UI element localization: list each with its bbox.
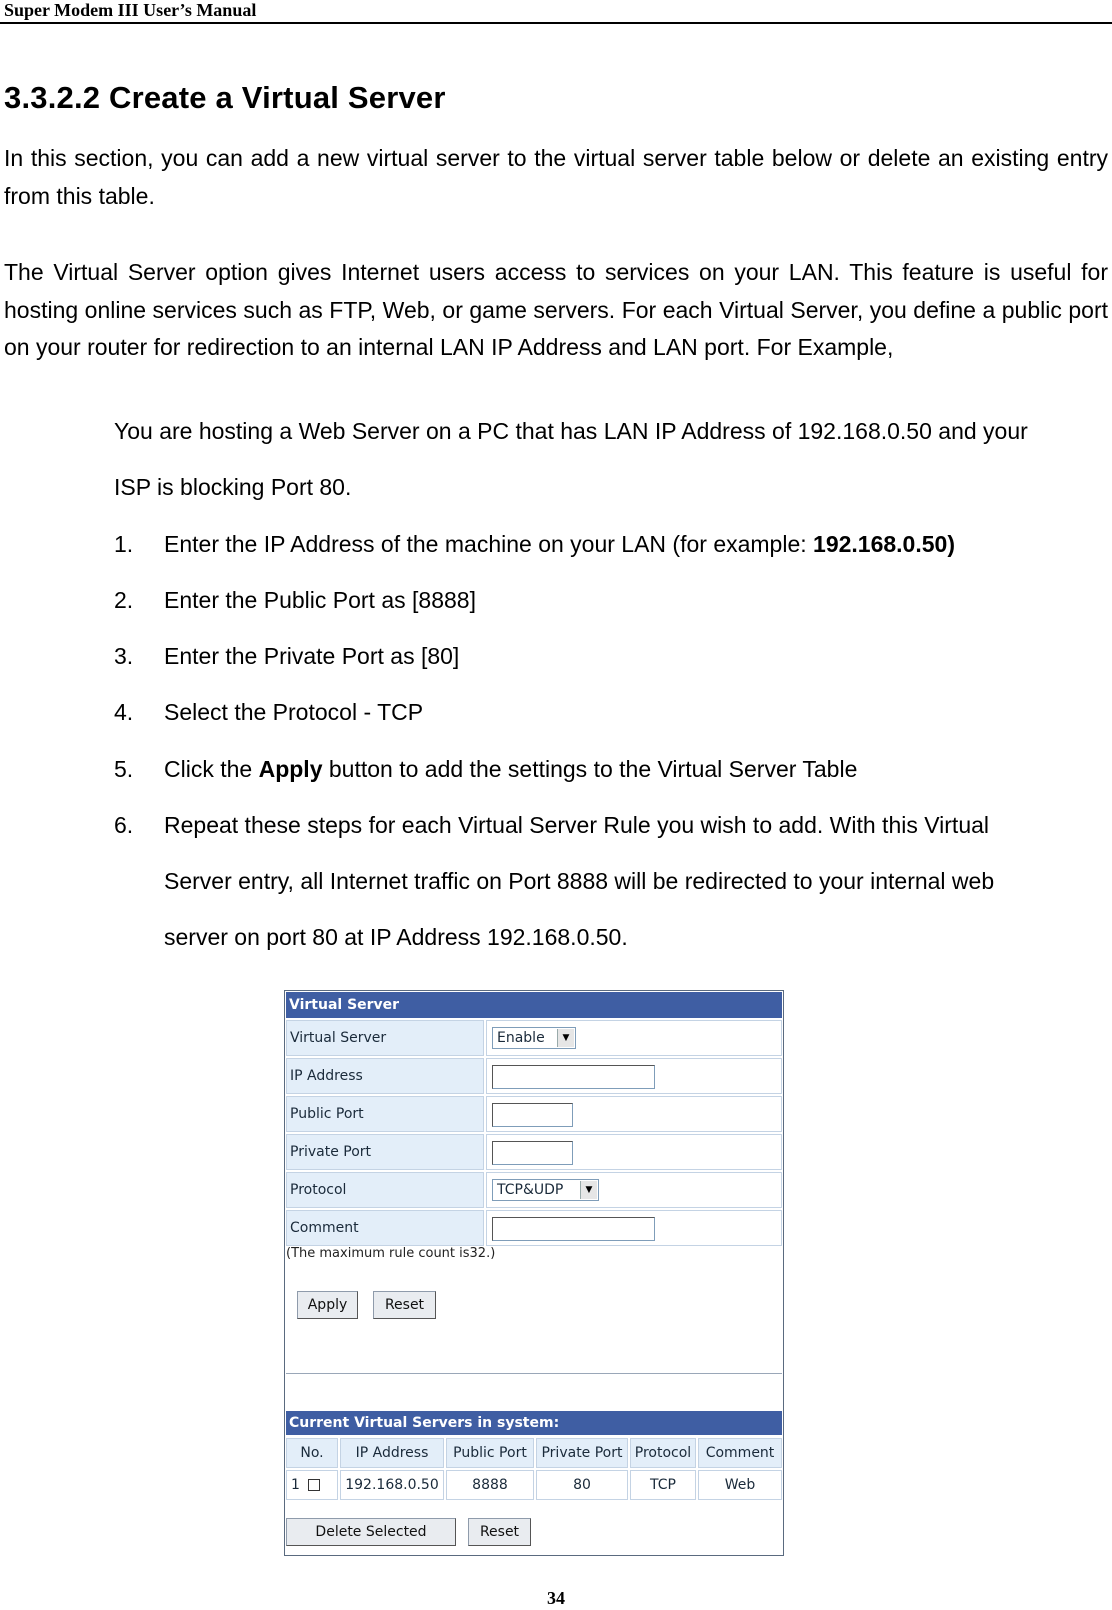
step-number: 3.	[114, 643, 134, 669]
column-header-no: No.	[286, 1438, 338, 1468]
row-label: Comment	[286, 1210, 484, 1246]
step-text: Enter the IP Address of the machine on your LAN (for example:	[164, 531, 814, 557]
private-port-input[interactable]	[492, 1141, 573, 1165]
virtual-server-select[interactable]	[492, 1027, 576, 1049]
row-virtual-server	[286, 1020, 782, 1056]
row-select-checkbox[interactable]	[308, 1479, 320, 1491]
step-text: Repeat these steps for each Virtual Server Rule you wish to add. With this Virtual	[164, 812, 990, 838]
step-number: 2.	[114, 587, 134, 613]
delete-selected-button[interactable]: Delete Selected	[286, 1518, 456, 1546]
row-label: Private Port	[286, 1134, 484, 1170]
column-header-private-port: Private Port	[536, 1438, 628, 1468]
public-port-input[interactable]	[492, 1103, 573, 1127]
step-number: 1.	[114, 531, 134, 557]
table-cell-ip-address: 192.168.0.50	[340, 1470, 444, 1500]
step-bold-text: 192.168.0.50)	[813, 531, 955, 557]
row-number: 1	[291, 1477, 300, 1493]
max-rule-note: (The maximum rule count is32.)	[286, 1246, 496, 1261]
row-ip-address	[286, 1058, 782, 1094]
table-reset-button[interactable]: Reset	[468, 1518, 531, 1546]
comment-input[interactable]	[492, 1217, 655, 1241]
step-6-continued: server on port 80 at IP Address 192.168.0.50.	[164, 924, 628, 950]
manual-title: Super Modem III User’s Manual	[4, 0, 257, 20]
virtual-server-title: Virtual Server	[286, 992, 782, 1018]
row-label: IP Address	[286, 1058, 484, 1094]
table-cell-protocol: TCP	[630, 1470, 696, 1500]
step-text: Click the	[164, 756, 259, 782]
page-number: 34	[547, 1588, 565, 1608]
page-header	[0, 0, 1112, 24]
table-row-no-cell	[286, 1470, 338, 1500]
dropdown-arrow-icon[interactable]: ▼	[580, 1181, 597, 1199]
protocol-select[interactable]	[492, 1179, 599, 1201]
table-cell-public-port: 8888	[446, 1470, 534, 1500]
select-value: Enable	[497, 1030, 545, 1046]
example-line-1: You are hosting a Web Server on a PC that has LAN IP Address of 192.168.0.50 and your	[114, 418, 1028, 444]
row-protocol	[286, 1172, 782, 1208]
step-text: button to add the settings to the Virtual Server Table	[322, 756, 858, 782]
description-paragraph: The Virtual Server option gives Internet users access to services on your LAN. This feature is useful for hosting online services such as FTP, Web, or game servers. For each Virtual Server, you define a public port on your router for redirection to an internal LAN IP Address and LAN port. For Example,	[4, 259, 1108, 360]
apply-button[interactable]: Apply	[297, 1291, 358, 1319]
dropdown-arrow-icon[interactable]: ▼	[557, 1029, 574, 1047]
ip-address-input[interactable]	[492, 1065, 655, 1089]
reset-button[interactable]: Reset	[373, 1291, 436, 1319]
table-cell-comment: Web	[698, 1470, 782, 1500]
row-label: Public Port	[286, 1096, 484, 1132]
row-public-port	[286, 1096, 782, 1132]
step-text: Enter the Private Port as [80]	[164, 643, 460, 669]
row-label: Protocol	[286, 1172, 484, 1208]
virtual-server-screenshot	[284, 990, 784, 1556]
row-label: Virtual Server	[286, 1020, 484, 1056]
step-text: Enter the Public Port as [8888]	[164, 587, 476, 613]
example-line-2: ISP is blocking Port 80.	[114, 474, 352, 500]
step-text: Select the Protocol - TCP	[164, 699, 424, 725]
column-header-ip-address: IP Address	[340, 1438, 444, 1468]
column-header-comment: Comment	[698, 1438, 782, 1468]
divider	[286, 1373, 782, 1374]
section-title: 3.3.2.2 Create a Virtual Server	[4, 80, 446, 115]
intro-paragraph: In this section, you can add a new virtual server to the virtual server table below or delete an existing entry from this table.	[4, 145, 1108, 209]
step-number: 4.	[114, 699, 134, 725]
current-servers-title: Current Virtual Servers in system:	[286, 1411, 782, 1435]
step-number: 5.	[114, 756, 134, 782]
row-comment	[286, 1210, 782, 1246]
step-number: 6.	[114, 812, 134, 838]
column-header-protocol: Protocol	[630, 1438, 696, 1468]
select-value: TCP&UDP	[497, 1182, 564, 1198]
step-bold-text: Apply	[258, 756, 323, 782]
step-6-continued: Server entry, all Internet traffic on Port 8888 will be redirected to your internal web	[164, 868, 995, 894]
column-header-public-port: Public Port	[446, 1438, 534, 1468]
table-cell-private-port: 80	[536, 1470, 628, 1500]
row-private-port	[286, 1134, 782, 1170]
